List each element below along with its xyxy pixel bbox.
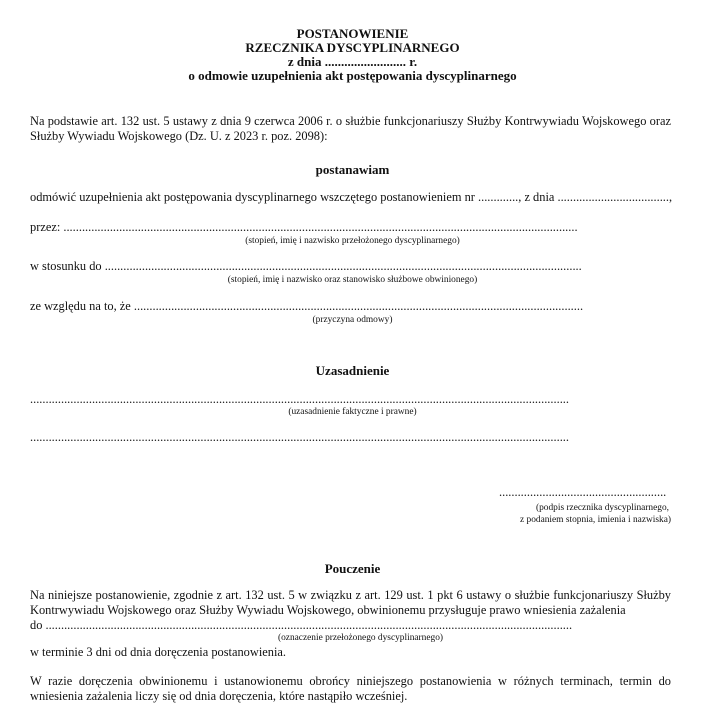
note-superior: (stopień, imię i nazwisko przełożonego dyscyplinarnego)	[245, 236, 460, 246]
justification-heading: Uzasadnienie	[315, 363, 390, 378]
instruction-term: w terminie 3 dni od dnia doręczenia postanowienia.	[30, 645, 286, 659]
note-justification: (uzasadnienie faktyczne i prawne)	[288, 407, 417, 417]
instruction-paragraph-1: Na niniejsze postanowienie, zgodnie z art. 132 ust. 5 w związku z art. 129 ust. 1 pkt 6 ustawy o służbie funkcjonariuszy Służby Kontrwywiadu Wojskowego oraz Służby Wywiadu Wojskowego, obwinionemu przysługuje prawo wniesienia zażalenia	[30, 588, 671, 617]
decision-line-regarding: w stosunku do ..........................................................................................................................................................	[30, 259, 582, 273]
preamble-paragraph: Na podstawie art. 132 ust. 5 ustawy z dnia 9 czerwca 2006 r. o służbie funkcjonariuszy Służby Kontrwywiadu Wojskowego oraz Służby Wywiadu Wojskowego (Dz. U. z 2023 r. poz. 2098):	[30, 114, 671, 143]
instruction-line-to: do ..........................................................................................................................................................................	[30, 618, 573, 632]
instruction-paragraph-2: W razie doręczenia obwinionemu i ustanowionemu obrońcy niniejszego postanowienia w różnych terminach, termin do wniesienia zażalenia liczy się od dnia doręczenia, które nastąpiło wcześniej.	[30, 674, 671, 703]
title-date-line: z dnia ......................... r.	[287, 54, 418, 69]
title-line-1: POSTANOWIENIE	[296, 26, 409, 41]
decision-heading: postanawiam	[315, 162, 390, 177]
note-accused: (stopień, imię i nazwisko oraz stanowisko służbowe obwinionego)	[227, 275, 478, 285]
signature-dots: ......................................................	[499, 485, 667, 499]
note-reason: (przyczyna odmowy)	[312, 315, 393, 325]
signature-note-1: (podpis rzecznika dyscyplinarnego,	[535, 503, 669, 513]
decision-line-refuse: odmówić uzupełnienia akt postępowania dyscyplinarnego wszczętego postanowieniem nr ............., z dnia ....................................,	[30, 190, 673, 204]
decision-line-by: przez: ......................................................................................................................................................................	[30, 220, 578, 234]
title-line-2: RZECZNIKA DYSCYPLINARNEGO	[245, 40, 460, 55]
instruction-heading: Pouczenie	[324, 561, 381, 576]
decision-line-reason: ze względu na to, że .................................................................................................................................................	[30, 299, 584, 313]
title-subject: o odmowie uzupełnienia akt postępowania dyscyplinarnego	[188, 68, 517, 83]
justification-line-1: ..............................................................................................................................................................................	[30, 392, 569, 406]
note-superior-designation: (oznaczenie przełożonego dyscyplinarnego)	[277, 633, 444, 643]
signature-note-2: z podaniem stopnia, imienia i nazwiska)	[520, 515, 671, 525]
justification-line-2: ..............................................................................................................................................................................	[30, 430, 569, 444]
